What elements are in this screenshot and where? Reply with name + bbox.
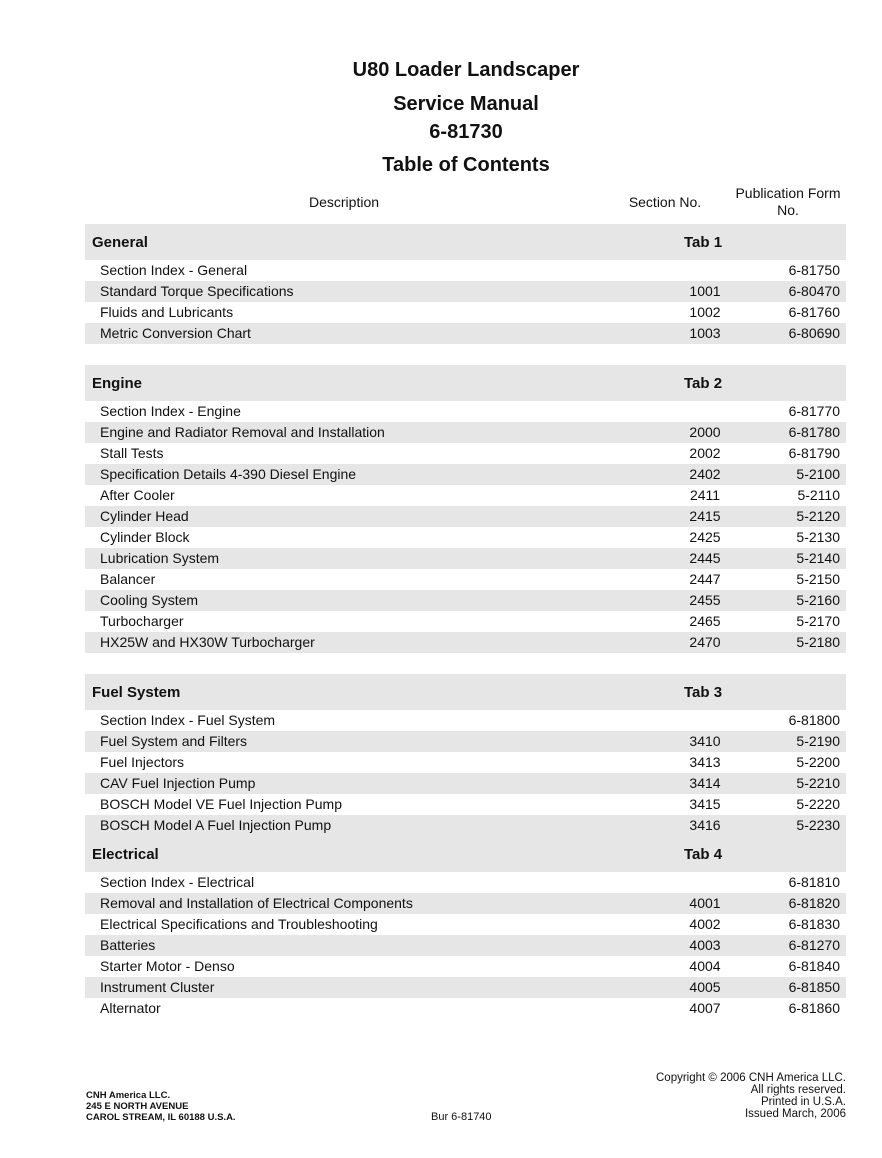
row-publication-no: 6-80690 — [788, 325, 840, 341]
section-tab: Tab 4 — [684, 846, 723, 863]
table-row — [85, 281, 846, 302]
company-name: CNH America LLC. — [86, 1090, 171, 1101]
row-publication-no: 6-81770 — [788, 403, 840, 419]
row-section-no: 2470 — [689, 634, 721, 650]
row-description: Electrical Specifications and Troubleshooting — [100, 916, 378, 932]
row-section-no: 2002 — [689, 445, 721, 461]
row-section-no: 1002 — [689, 304, 721, 320]
section-header — [85, 674, 846, 710]
row-description: Section Index - Fuel System — [100, 712, 276, 728]
row-description: Cooling System — [100, 592, 199, 608]
table-row — [85, 506, 846, 527]
row-section-no: 3414 — [689, 775, 721, 791]
company-city: CAROL STREAM, IL 60188 U.S.A. — [86, 1112, 236, 1123]
row-section-no: 3413 — [689, 754, 721, 770]
section-name: Electrical — [92, 846, 159, 863]
row-section-no: 1003 — [689, 325, 721, 341]
row-publication-no: 5-2140 — [796, 550, 840, 566]
section-tab: Tab 2 — [684, 375, 723, 392]
table-row — [85, 935, 846, 956]
row-section-no: 2411 — [689, 487, 721, 503]
row-description: Metric Conversion Chart — [100, 325, 251, 341]
row-description: CAV Fuel Injection Pump — [100, 775, 256, 791]
table-row — [85, 914, 846, 935]
section-header — [85, 224, 846, 260]
issued-line: Issued March, 2006 — [744, 1108, 846, 1120]
row-section-no: 4005 — [689, 979, 721, 995]
row-description: HX25W and HX30W Turbocharger — [100, 634, 315, 650]
row-publication-no: 6-81800 — [788, 712, 840, 728]
document-title: U80 Loader Landscaper — [352, 59, 580, 81]
row-description: BOSCH Model A Fuel Injection Pump — [100, 817, 332, 833]
section-general — [85, 224, 846, 344]
row-publication-no: 5-2150 — [796, 571, 840, 587]
row-publication-no: 6-81780 — [788, 424, 840, 440]
row-section-no: 2425 — [689, 529, 721, 545]
copyright-line: Copyright © 2006 CNH America LLC. — [656, 1072, 846, 1084]
row-publication-no: 5-2130 — [796, 529, 840, 545]
table-row — [85, 731, 846, 752]
row-publication-no: 6-81760 — [788, 304, 840, 320]
row-section-no: 1001 — [689, 283, 721, 299]
section-name: General — [92, 234, 148, 251]
row-description: Fuel System and Filters — [100, 733, 248, 749]
table-row — [85, 611, 846, 632]
row-description: Stall Tests — [100, 445, 164, 461]
company-street: 245 E NORTH AVENUE — [86, 1101, 189, 1112]
toc-heading: Table of Contents — [382, 154, 550, 176]
section-name: Engine — [92, 375, 143, 392]
row-publication-no: 6-81790 — [788, 445, 840, 461]
section-fuel-system — [85, 674, 846, 836]
section-tab: Tab 1 — [684, 234, 723, 251]
row-publication-no: 6-81860 — [788, 1000, 840, 1016]
row-description: BOSCH Model VE Fuel Injection Pump — [100, 796, 342, 812]
row-description: Alternator — [100, 1000, 161, 1016]
row-publication-no: 5-2120 — [796, 508, 840, 524]
table-row — [85, 977, 846, 998]
row-description: Lubrication System — [100, 550, 220, 566]
table-row — [85, 422, 846, 443]
row-section-no: 3415 — [689, 796, 721, 812]
row-description: Cylinder Head — [100, 508, 189, 524]
table-row — [85, 590, 846, 611]
table-row — [85, 956, 846, 977]
company-address — [86, 1090, 236, 1123]
table-row — [85, 569, 846, 590]
row-description: Instrument Cluster — [100, 979, 215, 995]
row-section-no: 4002 — [689, 916, 721, 932]
row-description: Balancer — [100, 571, 156, 587]
document-subtitle: Service Manual — [393, 93, 539, 115]
table-row — [85, 443, 846, 464]
row-publication-no: 6-81830 — [788, 916, 840, 932]
table-row — [85, 527, 846, 548]
row-publication-no: 5-2230 — [796, 817, 840, 833]
row-description: Section Index - Engine — [100, 403, 241, 419]
row-description: Batteries — [100, 937, 156, 953]
table-row — [85, 998, 846, 1019]
table-row — [85, 752, 846, 773]
printed-line: Printed in U.S.A. — [760, 1096, 846, 1108]
row-section-no: 4004 — [689, 958, 721, 974]
row-section-no: 2455 — [689, 592, 721, 608]
row-publication-no: 5-2210 — [796, 775, 840, 791]
column-header-description: Description — [308, 194, 380, 210]
row-publication-no: 5-2170 — [796, 613, 840, 629]
section-engine — [85, 365, 846, 653]
table-row — [85, 260, 846, 281]
row-section-no: 2000 — [689, 424, 721, 440]
row-publication-no: 5-2110 — [797, 487, 840, 503]
table-row — [85, 302, 846, 323]
section-tab: Tab 3 — [684, 684, 723, 701]
row-section-no: 2402 — [689, 466, 721, 482]
row-description: Turbocharger — [100, 613, 184, 629]
table-row — [85, 548, 846, 569]
row-publication-no: 6-81810 — [788, 874, 840, 890]
row-description: Starter Motor - Denso — [100, 958, 235, 974]
row-description: Removal and Installation of Electrical Components — [100, 895, 413, 911]
row-publication-no: 5-2190 — [796, 733, 840, 749]
table-row — [85, 893, 846, 914]
row-publication-no: 6-80470 — [788, 283, 840, 299]
section-name: Fuel System — [92, 684, 181, 701]
copyright-block — [656, 1072, 846, 1120]
row-publication-no: 5-2220 — [796, 796, 840, 812]
row-description: Engine and Radiator Removal and Installation — [100, 424, 385, 440]
row-description: Section Index - Electrical — [100, 874, 255, 890]
table-row — [85, 323, 846, 344]
row-section-no: 4001 — [689, 895, 721, 911]
row-publication-no: 6-81750 — [788, 262, 840, 278]
row-section-no: 2447 — [689, 571, 721, 587]
table-row — [85, 815, 846, 836]
row-description: Specification Details 4-390 Diesel Engine — [100, 466, 357, 482]
row-publication-no: 5-2100 — [796, 466, 840, 482]
column-header-publication — [732, 185, 844, 219]
row-section-no: 2465 — [689, 613, 721, 629]
column-header-section-no: Section No. — [628, 194, 702, 210]
row-publication-no: 5-2200 — [796, 754, 840, 770]
row-description: Cylinder Block — [100, 529, 190, 545]
bur-number: Bur 6-81740 — [431, 1111, 492, 1123]
row-section-no: 4003 — [689, 937, 721, 953]
row-description: Fluids and Lubricants — [100, 304, 234, 320]
section-header — [85, 365, 846, 401]
row-section-no: 3410 — [689, 733, 721, 749]
row-publication-no: 5-2160 — [796, 592, 840, 608]
row-publication-no: 6-81840 — [788, 958, 840, 974]
row-section-no: 2415 — [689, 508, 721, 524]
section-electrical — [85, 836, 846, 1019]
table-row — [85, 794, 846, 815]
column-header-publication-line2: No. — [777, 202, 799, 218]
row-publication-no: 5-2180 — [796, 634, 840, 650]
row-publication-no: 6-81270 — [788, 937, 840, 953]
row-section-no: 4007 — [689, 1000, 721, 1016]
row-description: Fuel Injectors — [100, 754, 185, 770]
row-section-no: 2445 — [689, 550, 721, 566]
row-description: Section Index - General — [100, 262, 248, 278]
section-header — [85, 836, 846, 872]
row-description: After Cooler — [100, 487, 175, 503]
column-header-publication-line1: Publication Form — [735, 185, 841, 201]
row-publication-no: 6-81850 — [788, 979, 840, 995]
table-row — [85, 464, 846, 485]
table-row — [85, 710, 846, 731]
table-row — [85, 401, 846, 422]
row-section-no: 3416 — [689, 817, 721, 833]
row-description: Standard Torque Specifications — [100, 283, 294, 299]
table-row — [85, 773, 846, 794]
rights-line: All rights reserved. — [750, 1084, 846, 1096]
table-row — [85, 632, 846, 653]
table-row — [85, 872, 846, 893]
row-publication-no: 6-81820 — [788, 895, 840, 911]
document-number: 6-81730 — [429, 121, 503, 143]
table-row — [85, 485, 846, 506]
